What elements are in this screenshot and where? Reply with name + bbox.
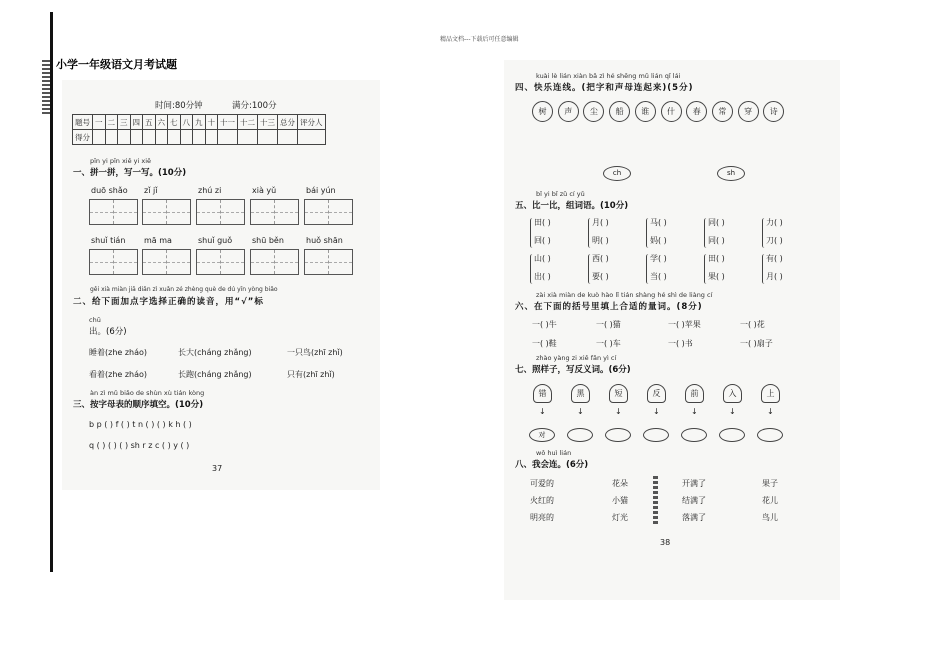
score-header-cell: 六 xyxy=(155,115,168,130)
measure-word-item: 一( )牛 xyxy=(532,320,557,329)
grid-cell[interactable] xyxy=(329,250,352,274)
score-header-cell: 三 xyxy=(118,115,131,130)
measure-word-item: 一( )书 xyxy=(668,339,693,348)
score-header-cell: 十二 xyxy=(238,115,258,130)
measure-word-item: 一( )苹果 xyxy=(668,320,701,329)
score-header-cell: 五 xyxy=(143,115,156,130)
score-header-cell: 总分 xyxy=(278,115,298,130)
s2-item-4: 看着(zhe zháo) xyxy=(89,370,148,379)
grid-cell[interactable] xyxy=(197,200,221,224)
answer-ellipse[interactable] xyxy=(643,428,669,442)
match-item[interactable]: 开满了 xyxy=(682,479,706,488)
s2-item-3: 一只鸟(zhī zhǐ) xyxy=(287,348,343,357)
down-arrow: ↓ xyxy=(691,407,698,416)
score-blank-cell[interactable] xyxy=(218,130,238,145)
score-blank-cell[interactable] xyxy=(130,130,143,145)
match-item[interactable]: 小猫 xyxy=(612,496,628,505)
s8-pinyin: wǒ huì lián xyxy=(536,449,572,457)
leaf-char: 短 xyxy=(609,384,628,403)
writing-grid[interactable] xyxy=(89,249,138,275)
word-pair-bottom: 出( ) xyxy=(534,272,551,281)
margin-bar xyxy=(50,12,53,572)
word-pair-top: 力( ) xyxy=(766,218,783,227)
char-circle[interactable]: 声 xyxy=(558,101,579,122)
grid-cell[interactable] xyxy=(114,200,137,224)
s2-item-6: 只有(zhī zhǐ) xyxy=(287,370,335,379)
writing-grid[interactable] xyxy=(250,249,299,275)
match-item[interactable]: 灯光 xyxy=(612,513,628,522)
s1-title: 一、拼一拼，写一写。(10分) xyxy=(73,168,187,178)
match-item[interactable]: 鸟儿 xyxy=(762,513,778,522)
s6-title: 六、在下面的括号里填上合适的量词。(8分) xyxy=(515,302,703,312)
writing-grid[interactable] xyxy=(196,249,245,275)
s2-item-5: 长跑(cháng zhǎng) xyxy=(178,370,252,379)
writing-grid[interactable] xyxy=(304,249,353,275)
word-pair-top: 田( ) xyxy=(534,218,551,227)
grid-cell[interactable] xyxy=(114,250,137,274)
score-blank-cell[interactable] xyxy=(143,130,156,145)
leaf-char: 前 xyxy=(685,384,704,403)
document-title: 小学一年级语文月考试题 xyxy=(56,58,177,71)
pinyin-word: shuǐ guǒ xyxy=(198,236,233,245)
right-page xyxy=(504,60,840,600)
writing-grid[interactable] xyxy=(196,199,245,225)
score-blank-cell[interactable] xyxy=(238,130,258,145)
score-header-cell: 二 xyxy=(105,115,118,130)
score-blank-cell[interactable] xyxy=(118,130,131,145)
leaf-char: 入 xyxy=(723,384,742,403)
score-blank-cell[interactable] xyxy=(180,130,193,145)
s3-line-2: q ( ) ( ) ( ) sh r z c ( ) y ( ) xyxy=(89,441,190,450)
cloud-sh: sh xyxy=(717,166,745,181)
header-note: 精品文档---下载后可任意编辑 xyxy=(440,36,519,43)
score-blank-cell[interactable] xyxy=(278,130,298,145)
score-blank-cell[interactable] xyxy=(298,130,326,145)
s7-title: 七、照样子，写反义词。(6分) xyxy=(515,365,631,375)
measure-word-item: 一( )车 xyxy=(596,339,621,348)
grid-cell[interactable] xyxy=(305,250,329,274)
score-blank-cell[interactable] xyxy=(168,130,181,145)
score-header-cell: 评分人 xyxy=(298,115,326,130)
score-table xyxy=(72,114,326,145)
score-value-row xyxy=(73,130,326,145)
grid-cell[interactable] xyxy=(305,200,329,224)
s5-title: 五、比一比，组词语。(10分) xyxy=(515,201,629,211)
match-item[interactable]: 果子 xyxy=(762,479,778,488)
pinyin-word: huǒ shān xyxy=(306,236,343,245)
s2-item-1: 睡着(zhe zháo) xyxy=(89,348,148,357)
score-header-cell: 十 xyxy=(205,115,218,130)
measure-word-item: 一( )扇子 xyxy=(740,339,773,348)
match-divider xyxy=(653,476,658,526)
pinyin-word: shuǐ tián xyxy=(91,236,126,245)
score-header-row xyxy=(73,115,326,130)
s3-title: 三、按字母表的顺序填空。(10分) xyxy=(73,400,204,410)
word-pair-bottom: 果( ) xyxy=(708,272,725,281)
grid-cell[interactable] xyxy=(251,200,275,224)
down-arrow: ↓ xyxy=(767,407,774,416)
char-circle[interactable]: 穿 xyxy=(738,101,759,122)
leaf-char: 上 xyxy=(761,384,780,403)
s7-pinyin: zhào yàng zi xiě fǎn yì cí xyxy=(536,354,617,362)
answer-ellipse[interactable] xyxy=(757,428,783,442)
down-arrow: ↓ xyxy=(729,407,736,416)
score-blank-cell[interactable] xyxy=(155,130,168,145)
word-pair-top: 有( ) xyxy=(766,254,783,263)
char-circle[interactable]: 树 xyxy=(532,101,553,122)
word-pair-bottom: 要( ) xyxy=(592,272,609,281)
time-info: 时间:80分钟 xyxy=(155,101,203,111)
match-item[interactable]: 明亮的 xyxy=(530,513,554,522)
word-pair-bottom: 妈( ) xyxy=(650,236,667,245)
s8-title: 八、我会连。(6分) xyxy=(515,460,589,470)
pinyin-word: bái yún xyxy=(306,186,336,195)
answer-ellipse[interactable] xyxy=(681,428,707,442)
grid-cell[interactable] xyxy=(167,200,190,224)
writing-grid[interactable] xyxy=(250,199,299,225)
match-item[interactable]: 结满了 xyxy=(682,496,706,505)
score-blank-cell[interactable] xyxy=(193,130,206,145)
word-pair-bottom: 明( ) xyxy=(592,236,609,245)
full-score: 满分:100分 xyxy=(232,101,277,111)
word-pair-bottom: 刀( ) xyxy=(766,236,783,245)
s1-pinyin: pīn yi pīn xiě yi xiě xyxy=(90,157,152,165)
char-circle[interactable]: 春 xyxy=(686,101,707,122)
s2-pinyin2: chū xyxy=(89,316,101,324)
grid-cell[interactable] xyxy=(167,250,190,274)
word-pair-bottom: 月( ) xyxy=(766,272,783,281)
measure-word-item: 一( )鞋 xyxy=(532,339,557,348)
char-circle[interactable]: 尘 xyxy=(583,101,604,122)
word-pair-top: 月( ) xyxy=(592,218,609,227)
writing-grid[interactable] xyxy=(142,249,191,275)
grid-cell[interactable] xyxy=(275,200,298,224)
s6-pinyin: zài xià miàn de kuò hào lǐ tián shàng hé shì de liàng cí xyxy=(536,291,713,299)
score-blank-cell[interactable] xyxy=(205,130,218,145)
score-blank-cell[interactable] xyxy=(258,130,278,145)
word-pair-top: 田( ) xyxy=(708,254,725,263)
word-pair-top: 学( ) xyxy=(650,254,667,263)
score-header-cell: 九 xyxy=(193,115,206,130)
side-binding-text xyxy=(42,60,50,115)
s2-item-2: 长大(cháng zhǎng) xyxy=(178,348,252,357)
s3-line-1: b p ( ) f ( ) t n ( ) ( ) k h ( ) xyxy=(89,420,192,429)
answer-ellipse[interactable] xyxy=(605,428,631,442)
measure-word-item: 一( )花 xyxy=(740,320,765,329)
grid-cell[interactable] xyxy=(197,250,221,274)
s4-pinyin: kuài lè lián xiàn bǎ zì hé shēng mǔ lián qǐ lái xyxy=(536,72,681,80)
leaf-char: 反 xyxy=(647,384,666,403)
score-header-cell: 一 xyxy=(93,115,106,130)
score-header-cell: 四 xyxy=(130,115,143,130)
measure-word-item: 一( )猫 xyxy=(596,320,621,329)
grid-cell[interactable] xyxy=(275,250,298,274)
score-header-cell: 题号 xyxy=(73,115,93,130)
s2-pinyin: gěi xià miàn jiā diǎn zì xuǎn zé zhèng què de dú yīn yòng biǎo xyxy=(90,286,278,293)
word-pair-bottom: 回( ) xyxy=(534,236,551,245)
word-pair-bottom: 同( ) xyxy=(708,236,725,245)
answer-ellipse[interactable] xyxy=(567,428,593,442)
char-circle[interactable]: 什 xyxy=(661,101,682,122)
match-item[interactable]: 花儿 xyxy=(762,496,778,505)
s5-pinyin: bǐ yi bǐ zǔ cí yǔ xyxy=(536,190,585,198)
word-pair-top: 同( ) xyxy=(708,218,725,227)
score-row-label: 得分 xyxy=(73,130,93,145)
pinyin-word: zhú zi xyxy=(198,186,222,195)
down-arrow: ↓ xyxy=(577,407,584,416)
down-arrow: ↓ xyxy=(653,407,660,416)
writing-grid[interactable] xyxy=(304,199,353,225)
s3-pinyin: àn zì mǔ biǎo de shùn xù tián kòng xyxy=(90,389,205,397)
match-item[interactable]: 落满了 xyxy=(682,513,706,522)
grid-cell[interactable] xyxy=(221,250,244,274)
score-blank-cell[interactable] xyxy=(105,130,118,145)
pinyin-word: duō shǎo xyxy=(91,186,128,195)
grid-cell[interactable] xyxy=(143,200,167,224)
char-circle[interactable]: 船 xyxy=(609,101,630,122)
score-header-cell: 七 xyxy=(168,115,181,130)
answer-ellipse[interactable]: 对 xyxy=(529,428,555,442)
page-number-right: 38 xyxy=(660,538,671,547)
s2-title: 二、给下面加点字选择正确的读音，用“√”标 xyxy=(73,297,264,307)
pinyin-word: shū běn xyxy=(252,236,284,245)
leaf-char: 错 xyxy=(533,384,552,403)
writing-grid[interactable] xyxy=(142,199,191,225)
page-number-left: 37 xyxy=(212,464,223,473)
word-pair-top: 马( ) xyxy=(650,218,667,227)
match-item[interactable]: 火红的 xyxy=(530,496,554,505)
match-item[interactable]: 可爱的 xyxy=(530,479,554,488)
score-header-cell: 十一 xyxy=(218,115,238,130)
s4-title: 四、快乐连线。(把字和声母连起来)(5分) xyxy=(515,83,694,93)
char-circle[interactable]: 常 xyxy=(712,101,733,122)
word-pair-bottom: 当( ) xyxy=(650,272,667,281)
answer-ellipse[interactable] xyxy=(719,428,745,442)
char-circle[interactable]: 诗 xyxy=(763,101,784,122)
score-header-cell: 八 xyxy=(180,115,193,130)
pinyin-word: xià yǔ xyxy=(252,186,277,195)
score-header-cell: 十三 xyxy=(258,115,278,130)
grid-cell[interactable] xyxy=(143,250,167,274)
grid-cell[interactable] xyxy=(90,200,114,224)
pinyin-word: zǐ jǐ xyxy=(144,186,158,195)
grid-cell[interactable] xyxy=(90,250,114,274)
pinyin-word: mā ma xyxy=(144,236,172,245)
leaf-char: 黑 xyxy=(571,384,590,403)
writing-grid[interactable] xyxy=(89,199,138,225)
grid-cell[interactable] xyxy=(221,200,244,224)
grid-cell[interactable] xyxy=(251,250,275,274)
score-blank-cell[interactable] xyxy=(93,130,106,145)
down-arrow: ↓ xyxy=(539,407,546,416)
cloud-ch: ch xyxy=(603,166,631,181)
s2-title2: 出。(6分) xyxy=(89,327,127,337)
word-pair-top: 西( ) xyxy=(592,254,609,263)
down-arrow: ↓ xyxy=(615,407,622,416)
char-circle[interactable]: 谁 xyxy=(635,101,656,122)
match-item[interactable]: 花朵 xyxy=(612,479,628,488)
grid-cell[interactable] xyxy=(329,200,352,224)
word-pair-top: 山( ) xyxy=(534,254,551,263)
